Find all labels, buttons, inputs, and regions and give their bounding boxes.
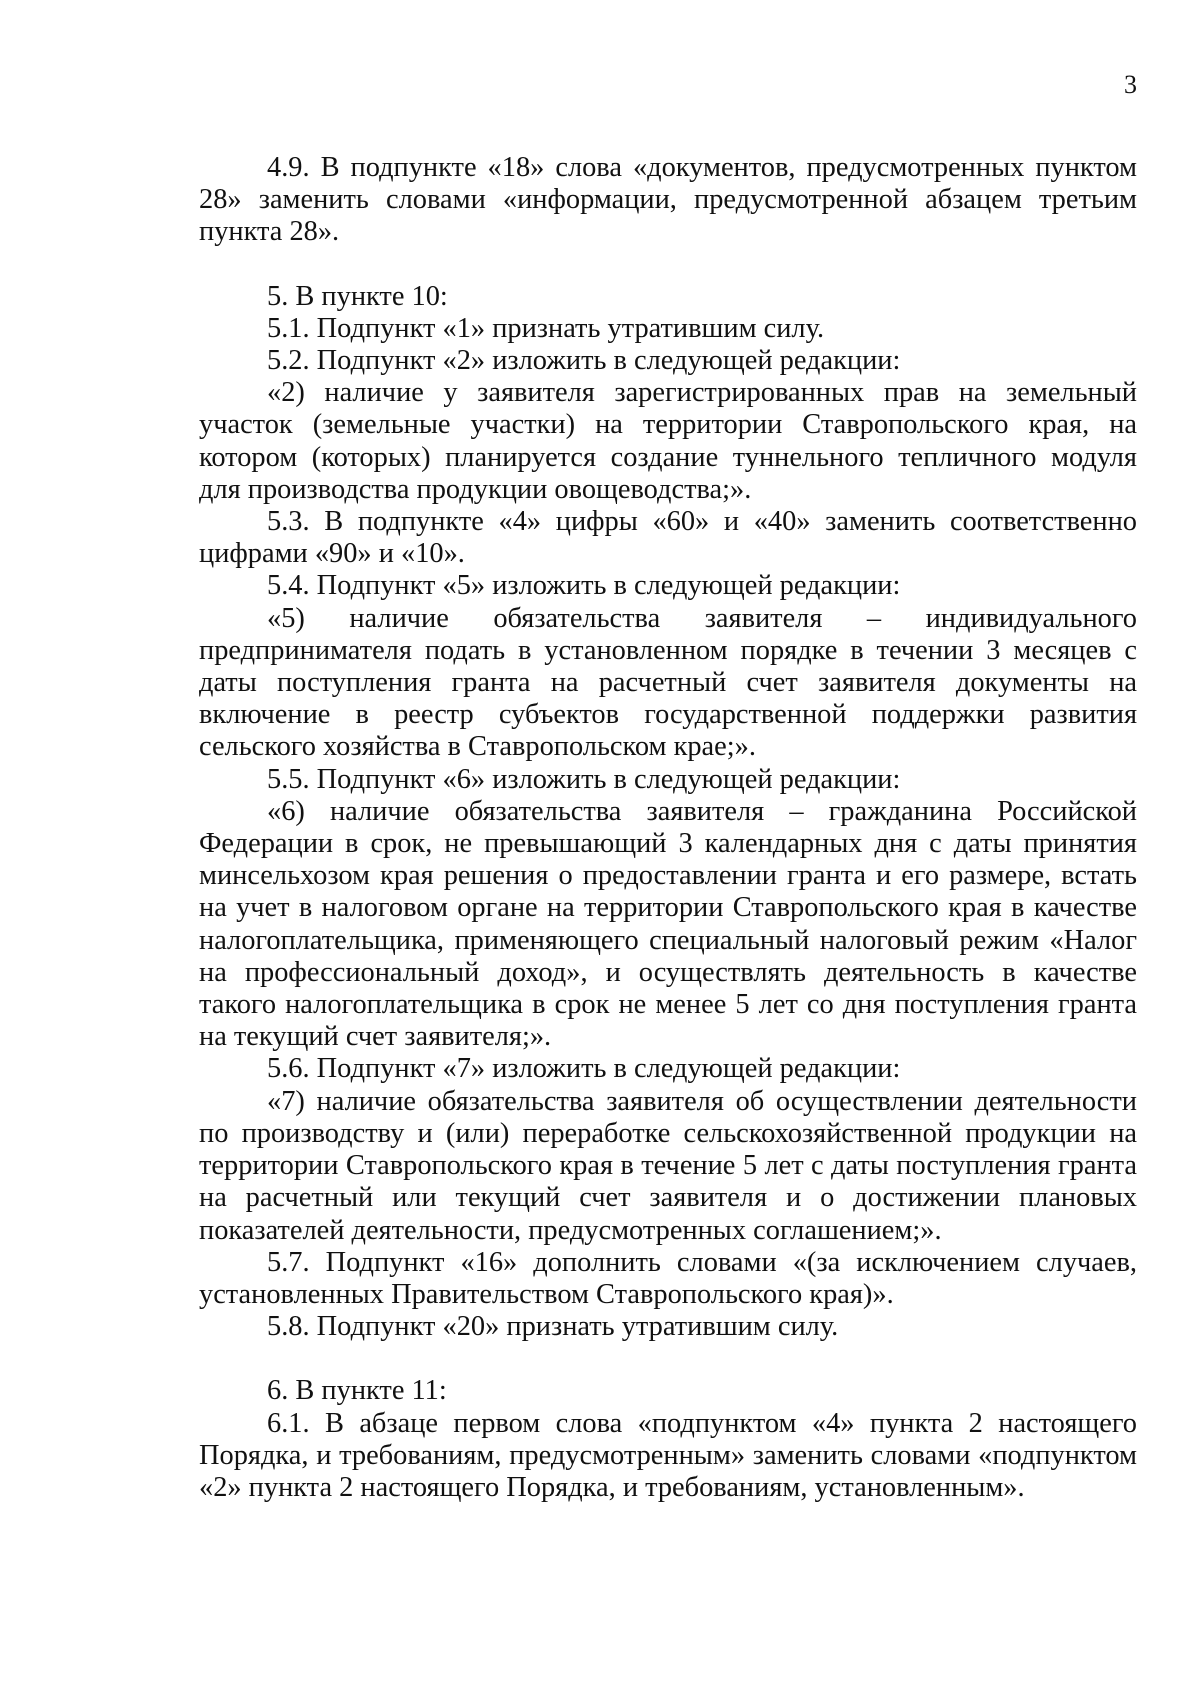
paragraph-spacer xyxy=(199,1343,1137,1375)
paragraph-5-1: 5.1. Подпункт «1» признать утратившим силу. xyxy=(267,312,825,344)
paragraph-5-4: 5.4. Подпункт «5» изложить в следующей редакции: xyxy=(267,570,901,602)
quote-subpoint-6: «6) наличие обязательства заявителя – гражданина Российской Федерации в срок, не превышающий 3 календарных дня с даты принятия минсельхозом края решения о предоставлении гранта и его размере, встать на учет в налоговом органе на территории Ставропольского края в качестве налогоплательщика, применяющего специальный налоговый режим «Налог на профессиональный доход», и осуществлять деятельность в качестве такого налогоплательщика в срок не менее 5 лет со дня поступления гранта на текущий счет заявителя;». xyxy=(199,795,1137,1053)
quote-subpoint-2: «2) наличие у заявителя зарегистрированных прав на земельный участок (земельные участки) на территории Ставропольского края, на котором (которых) планируется создание туннельного тепличного модуля для производства продукции овощеводства;». xyxy=(199,377,1137,505)
paragraph-5-6: 5.6. Подпункт «7» изложить в следующей редакции: xyxy=(267,1053,901,1085)
document-body xyxy=(199,152,1137,1504)
paragraph-5-5: 5.5. Подпункт «6» изложить в следующей редакции: xyxy=(267,763,901,795)
paragraph-5-8: 5.8. Подпункт «20» признать утратившим силу. xyxy=(267,1311,839,1343)
quote-subpoint-5: «5) наличие обязательства заявителя – индивидуального предпринимателя подать в установленном порядке в течении 3 месяцев с даты поступления гранта на расчетный счет заявителя документы на включение в реестр субъектов государственной поддержки развития сельского хозяйства в Ставропольском крае;». xyxy=(199,602,1137,763)
paragraph-spacer xyxy=(199,249,1137,281)
paragraph-5-3: 5.3. В подпункте «4» цифры «60» и «40» заменить соответственно цифрами «90» и «10». xyxy=(199,506,1137,570)
paragraph-5-2: 5.2. Подпункт «2» изложить в следующей редакции: xyxy=(267,345,901,377)
paragraph-5-7: 5.7. Подпункт «16» дополнить словами «(за исключением случаев, установленных Правительством Ставропольского края)». xyxy=(199,1246,1137,1310)
quote-subpoint-7: «7) наличие обязательства заявителя об осуществлении деятельности по производству и (или) переработке сельскохозяйственной продукции на территории Ставропольского края в течение 5 лет с даты поступления гранта на расчетный или текущий счет заявителя и о достижении плановых показателей деятельности, предусмотренных соглашением;». xyxy=(199,1085,1137,1246)
paragraph-4-9: 4.9. В подпункте «18» слова «документов, предусмотренных пунктом 28» заменить словами «информации, предусмотренной абзацем третьим пункта 28». xyxy=(199,152,1137,248)
heading-point-10: 5. В пункте 10: xyxy=(267,280,448,312)
heading-point-11: 6. В пункте 11: xyxy=(267,1375,447,1407)
page-number: 3 xyxy=(1124,70,1137,99)
paragraph-6-1: 6.1. В абзаце первом слова «подпунктом «4» пункта 2 настоящего Порядка, и требованиям, предусмотренным» заменить словами «подпунктом «2» пункта 2 настоящего Порядка, и требованиям, установленным». xyxy=(199,1407,1137,1503)
